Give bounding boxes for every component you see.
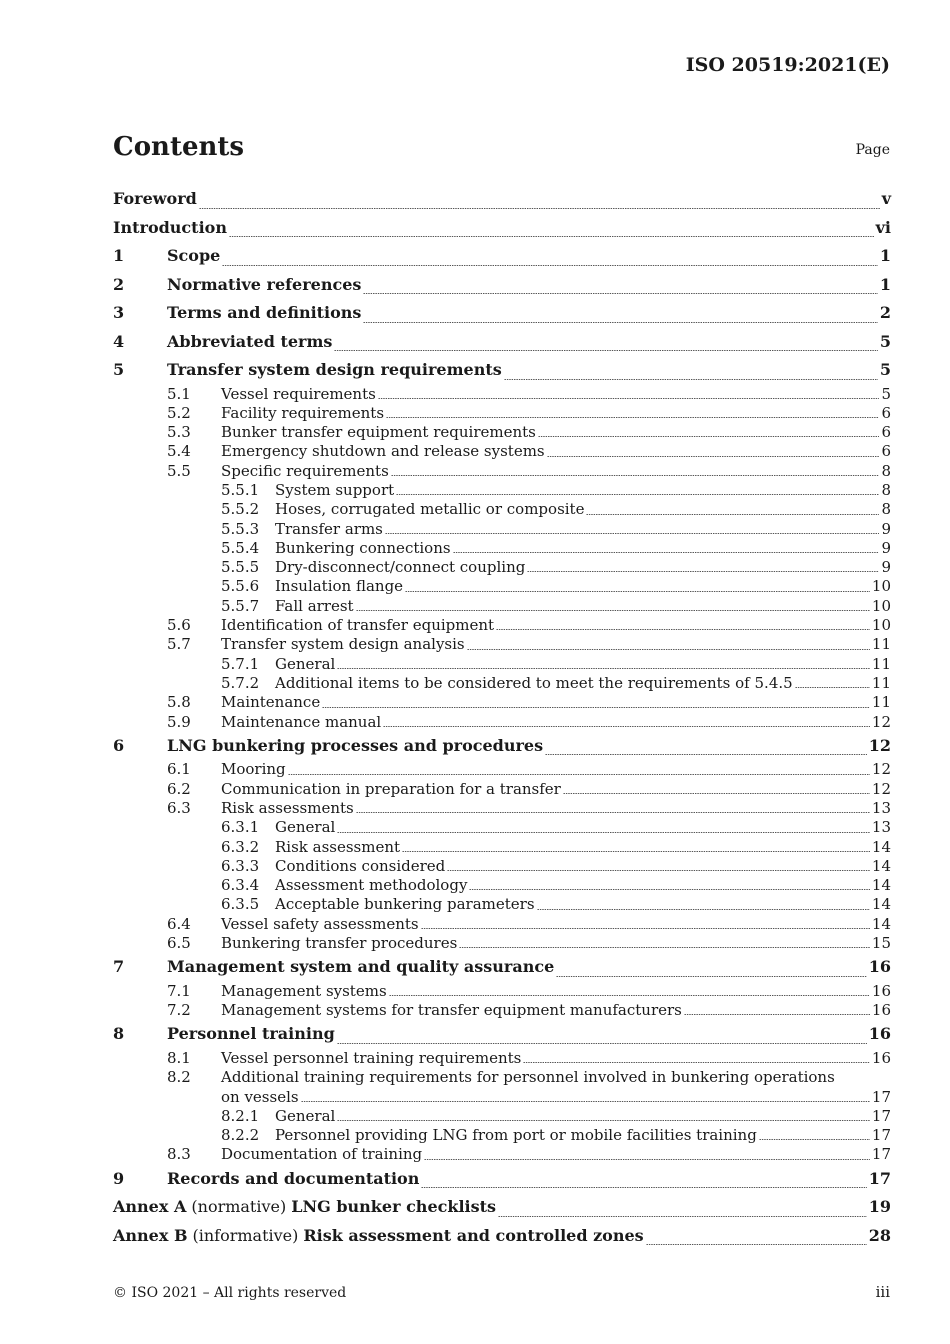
copyright-notice: © ISO 2021 – All rights reserved — [113, 1285, 347, 1301]
toc-entry-title: Records and documentation — [167, 1168, 420, 1188]
toc-entry-title: General — [275, 654, 336, 673]
toc-entry-title: Documentation of training — [221, 1145, 423, 1164]
toc-entry-title: Vessel requirements — [221, 384, 376, 403]
annex-label: Annex B — [113, 1225, 188, 1245]
toc-entry-section-9[interactable] — [113, 1165, 891, 1194]
toc-entry-number: 5 — [113, 360, 125, 379]
toc-page-number: 28 — [868, 1225, 891, 1245]
toc-entry-introduction[interactable] — [113, 214, 891, 243]
annex-kind: (normative) — [191, 1197, 287, 1217]
toc-entry-title: Management system and quality assurance — [167, 957, 555, 977]
toc-page-number: 11 — [871, 654, 891, 673]
toc-entry-number: 6.3 — [167, 798, 191, 817]
toc-entry-5-1[interactable] — [113, 385, 891, 404]
dot-leader — [459, 947, 870, 948]
dot-leader — [199, 208, 880, 209]
toc-entry-title: Personnel training — [167, 1024, 335, 1044]
toc-page-number: v — [881, 189, 891, 208]
toc-entry-number: 1 — [113, 246, 125, 265]
toc-entry-6-3-4[interactable] — [113, 876, 891, 895]
toc-entry-5-5-6[interactable] — [113, 577, 891, 596]
toc-entry-5-2[interactable] — [113, 404, 891, 423]
toc-entry-title: System support — [275, 480, 395, 499]
toc-entry-number: 6.2 — [167, 779, 191, 798]
toc-entry-number: 5.6 — [167, 616, 191, 635]
toc-entry-title: LNG bunkering processes and procedures — [167, 735, 544, 755]
dot-leader — [322, 707, 870, 708]
toc-page-number: 9 — [881, 558, 891, 577]
toc-entry-number: 5.5.7 — [221, 596, 260, 615]
toc-page-number: 5 — [879, 360, 891, 379]
toc-entry-number: 7.2 — [167, 1001, 191, 1020]
toc-page-number: 11 — [871, 673, 891, 692]
toc-entry-title: Emergency shutdown and release systems — [221, 442, 545, 461]
toc-entry-5-5-3[interactable] — [113, 520, 891, 539]
annex-label: Annex A — [113, 1197, 187, 1217]
toc-entry-title: Facility requirements — [221, 403, 385, 422]
toc-page-number: 19 — [868, 1197, 891, 1217]
toc-page-number: 1 — [879, 246, 891, 265]
toc-entry-title: Foreword — [113, 189, 197, 208]
toc-entry-6-3[interactable] — [113, 799, 891, 818]
toc-entry-5-3[interactable] — [113, 423, 891, 442]
toc-entry-number: 5.5.5 — [221, 558, 260, 577]
toc-entry-title: Personnel providing LNG from port or mobile facilities training — [275, 1126, 757, 1145]
toc-page-number: 6 — [881, 423, 891, 442]
toc-page-number: 16 — [871, 1048, 891, 1067]
toc-page-number: 17 — [868, 1168, 891, 1188]
toc-page-number: 12 — [868, 735, 891, 755]
dot-leader — [538, 436, 880, 437]
toc-entry-number: 5.5.3 — [221, 519, 260, 538]
toc-entry-title: Vessel safety assessments — [221, 914, 419, 933]
toc-page-number: 12 — [871, 760, 891, 779]
dot-leader — [402, 851, 870, 852]
toc-page-number: 6 — [881, 403, 891, 422]
dot-leader — [527, 571, 879, 572]
dot-leader — [337, 1120, 870, 1121]
toc-entry-number: 5.5.1 — [221, 480, 260, 499]
dot-leader — [385, 533, 880, 534]
toc-entry-title: Acceptable bunkering parameters — [275, 895, 535, 914]
toc-page-number: 1 — [879, 274, 891, 294]
dot-leader — [421, 928, 870, 929]
dot-leader — [396, 494, 879, 495]
page-column-label: Page — [855, 142, 890, 158]
toc-entry-section-5[interactable] — [113, 356, 891, 385]
toc-entry-title: Bunkering transfer procedures — [221, 934, 458, 953]
toc-entry-title: Introduction — [113, 217, 227, 237]
toc-entry-section-1[interactable] — [113, 242, 891, 271]
toc-entry-number: 4 — [113, 331, 125, 351]
dot-leader — [391, 475, 880, 476]
dot-leader — [684, 1014, 870, 1015]
toc-entry-title: Management systems for transfer equipment manufacturers — [221, 1001, 682, 1020]
toc-entry-number: 8.2 — [167, 1068, 191, 1087]
toc-entry-title: Dry-disconnect/connect coupling — [275, 558, 526, 577]
toc-entry-5-4[interactable] — [113, 442, 891, 461]
toc-entry-number: 7 — [113, 957, 125, 977]
toc-entry-title: Identification of transfer equipment — [221, 616, 495, 635]
dot-leader — [334, 350, 877, 351]
toc-entry-8-3[interactable] — [113, 1145, 891, 1164]
toc-page-number: 9 — [881, 538, 891, 557]
dot-leader — [288, 774, 870, 775]
annex-kind: (informative) — [192, 1225, 299, 1245]
toc-page-number: 17 — [871, 1106, 891, 1125]
dot-leader — [301, 1101, 870, 1102]
toc-entry-title: Scope — [167, 246, 221, 265]
toc-entry-number: 2 — [113, 274, 125, 294]
toc-entry-title: LNG bunker checklists — [291, 1197, 497, 1217]
toc-entry-title: Risk assessments — [221, 798, 354, 817]
toc-entry-title: Terms and definitions — [167, 303, 362, 322]
toc-entry-title: Abbreviated terms — [167, 331, 333, 351]
toc-entry-5-7-2[interactable] — [113, 674, 891, 693]
toc-entry-title: Transfer arms — [275, 519, 383, 538]
toc-entry-5-5-7[interactable] — [113, 597, 891, 616]
toc-entry-title: Maintenance manual — [221, 712, 382, 731]
dot-leader — [229, 236, 874, 237]
toc-page-number: 10 — [871, 577, 891, 596]
toc-page-number: vi — [875, 217, 891, 237]
toc-entry-title: Additional training requirements for personnel involved in bunkering operations — [221, 1068, 835, 1087]
toc-entry-8-2-2[interactable] — [113, 1126, 891, 1145]
toc-entry-title: Additional items to be considered to meet the requirements of 5.4.5 — [275, 673, 793, 692]
dot-leader — [467, 649, 870, 650]
toc-entry-number: 5.8 — [167, 693, 191, 712]
toc-entry-title: Bunker transfer equipment requirements — [221, 423, 536, 442]
toc-entry-5-5-5[interactable] — [113, 558, 891, 577]
toc-entry-number: 7.1 — [167, 981, 191, 1000]
toc-entry-section-3[interactable] — [113, 299, 891, 328]
dot-leader — [496, 629, 870, 630]
toc-entry-title: Management systems — [221, 981, 387, 1000]
toc-entry-section-6[interactable] — [113, 732, 891, 761]
toc-page-number: 17 — [871, 1145, 891, 1164]
toc-entry-title: Mooring — [221, 760, 286, 779]
dot-leader — [547, 456, 880, 457]
toc-page-number: 2 — [879, 303, 891, 322]
toc-entry-number: 5.7 — [167, 635, 191, 654]
toc-entry-8-2[interactable] — [113, 1068, 891, 1087]
toc-entry-title: General — [275, 818, 336, 837]
toc-entry-title: Transfer system design analysis — [221, 635, 465, 654]
dot-leader — [556, 976, 866, 977]
toc-entry-section-7[interactable] — [113, 953, 891, 982]
toc-entry-title: Hoses, corrugated metallic or composite — [275, 500, 585, 519]
dot-leader — [337, 668, 870, 669]
toc-entry-5-7-1[interactable] — [113, 655, 891, 674]
dot-leader — [363, 322, 877, 323]
toc-page-number: 12 — [871, 712, 891, 731]
toc-entry-title: Normative references — [167, 274, 362, 294]
toc-entry-5-6[interactable] — [113, 616, 891, 635]
dot-leader — [537, 909, 870, 910]
toc-page-number: 11 — [871, 693, 891, 712]
toc-entry-5-8[interactable] — [113, 693, 891, 712]
toc-entry-5-5-4[interactable] — [113, 539, 891, 558]
toc-page-number: 14 — [871, 914, 891, 933]
toc-page-number: 14 — [871, 856, 891, 875]
toc-entry-title: Specific requirements — [221, 461, 389, 480]
toc-entry-number: 6.4 — [167, 914, 191, 933]
toc-entry-7-1[interactable] — [113, 982, 891, 1001]
toc-entry-number: 6.1 — [167, 760, 191, 779]
toc-entry-number: 5.2 — [167, 403, 191, 422]
toc-page-number: 17 — [871, 1087, 891, 1106]
toc-entry-title: Transfer system design requirements — [167, 360, 502, 379]
toc-entry-title: Bunkering connections — [275, 538, 451, 557]
toc-page-number: 6 — [881, 442, 891, 461]
toc-entry-title: Assessment methodology — [275, 876, 468, 895]
toc-entry-8-1[interactable] — [113, 1049, 891, 1068]
toc-entry-6-3-3[interactable] — [113, 857, 891, 876]
toc-entry-number: 8.2.1 — [221, 1106, 260, 1125]
dot-leader — [523, 1062, 870, 1063]
toc-entry-number: 3 — [113, 303, 125, 322]
toc-entry-number: 6.3.5 — [221, 895, 260, 914]
page-title: Contents — [113, 132, 245, 162]
toc-entry-title: Communication in preparation for a transfer — [221, 779, 561, 798]
toc-entry-section-2[interactable] — [113, 271, 891, 300]
toc-entry-foreword[interactable] — [113, 185, 891, 214]
dot-leader — [545, 754, 867, 755]
dot-leader — [421, 1187, 866, 1188]
toc-entry-number: 8.3 — [167, 1145, 191, 1164]
dot-leader — [389, 995, 870, 996]
toc-entry-7-2[interactable] — [113, 1001, 891, 1020]
dot-leader — [386, 417, 879, 418]
toc-entry-number: 6.3.4 — [221, 876, 260, 895]
toc-entry-number: 8.1 — [167, 1048, 191, 1067]
dot-leader — [646, 1244, 867, 1245]
toc-entry-number: 6.5 — [167, 934, 191, 953]
toc-entry-number: 6.3.3 — [221, 856, 260, 875]
dot-leader — [337, 1043, 867, 1044]
toc-entry-number: 5.7.1 — [221, 654, 260, 673]
dot-leader — [356, 812, 870, 813]
toc-page-number: 8 — [881, 480, 891, 499]
toc-page-number: 10 — [871, 596, 891, 615]
toc-entry-5-5[interactable] — [113, 462, 891, 481]
toc-entry-annex-b[interactable] — [113, 1222, 891, 1251]
toc-entry-6-3-1[interactable] — [113, 818, 891, 837]
toc-page-number: 5 — [879, 331, 891, 351]
toc-page-number: 9 — [881, 519, 891, 538]
toc-entry-title: Risk assessment — [275, 837, 401, 856]
toc-page-number: 14 — [871, 895, 891, 914]
dot-leader — [759, 1139, 870, 1140]
dot-leader — [363, 293, 877, 294]
dot-leader — [498, 1216, 867, 1217]
toc-page-number: 17 — [871, 1126, 891, 1145]
toc-entry-title-continued: on vessels — [221, 1087, 299, 1106]
toc-page-number: 14 — [871, 837, 891, 856]
toc-entry-number: 5.3 — [167, 423, 191, 442]
toc-page-number: 15 — [871, 934, 891, 953]
toc-entry-annex-a[interactable] — [113, 1193, 891, 1222]
toc-entry-number: 5.1 — [167, 384, 191, 403]
toc-entry-number: 6 — [113, 735, 125, 755]
toc-page-number: 16 — [871, 981, 891, 1000]
toc-page-number: 13 — [871, 798, 891, 817]
dot-leader — [337, 832, 870, 833]
toc-entry-title: Vessel personnel training requirements — [221, 1048, 522, 1067]
toc-entry-number: 5.7.2 — [221, 673, 260, 692]
toc-entry-number: 5.4 — [167, 442, 191, 461]
dot-leader — [563, 793, 870, 794]
toc-page-number: 14 — [871, 876, 891, 895]
toc-entry-5-7[interactable] — [113, 635, 891, 654]
toc-entry-8-2-1[interactable] — [113, 1107, 891, 1126]
dot-leader — [378, 398, 880, 399]
toc-entry-5-5-2[interactable] — [113, 500, 891, 519]
toc-page-number: 13 — [871, 818, 891, 837]
toc-entry-8-2-continued[interactable] — [113, 1088, 891, 1107]
toc-entry-6-5[interactable] — [113, 934, 891, 953]
toc-entry-number: 5.5 — [167, 461, 191, 480]
document-id: ISO 20519:2021(E) — [685, 54, 890, 76]
toc-page-number: 8 — [881, 500, 891, 519]
dot-leader — [795, 687, 870, 688]
toc-entry-6-3-2[interactable] — [113, 838, 891, 857]
toc-entry-title: Maintenance — [221, 693, 321, 712]
dot-leader — [356, 610, 870, 611]
table-of-contents — [113, 185, 891, 1250]
toc-entry-title: Fall arrest — [275, 596, 354, 615]
toc-entry-6-1[interactable] — [113, 760, 891, 779]
toc-entry-section-4[interactable] — [113, 328, 891, 357]
toc-page-number: 16 — [868, 957, 891, 977]
toc-entry-number: 8 — [113, 1024, 125, 1044]
dot-leader — [586, 514, 879, 515]
toc-page-number: 8 — [881, 461, 891, 480]
toc-entry-number: 5.9 — [167, 712, 191, 731]
page-number: iii — [875, 1283, 890, 1301]
toc-entry-5-9[interactable] — [113, 713, 891, 732]
toc-entry-6-4[interactable] — [113, 915, 891, 934]
toc-entry-number: 9 — [113, 1168, 125, 1188]
toc-entry-6-2[interactable] — [113, 780, 891, 799]
toc-page-number: 16 — [868, 1024, 891, 1044]
toc-entry-title: Insulation flange — [275, 577, 404, 596]
dot-leader — [504, 379, 878, 380]
toc-entry-number: 6.3.1 — [221, 818, 260, 837]
toc-page-number: 12 — [871, 779, 891, 798]
toc-entry-title: Conditions considered — [275, 856, 446, 875]
toc-entry-number: 5.5.6 — [221, 577, 260, 596]
toc-entry-6-3-5[interactable] — [113, 895, 891, 914]
dot-leader — [424, 1159, 870, 1160]
toc-entry-number: 6.3.2 — [221, 837, 260, 856]
toc-page-number: 11 — [871, 635, 891, 654]
dot-leader — [222, 265, 878, 266]
toc-entry-number: 5.5.4 — [221, 538, 260, 557]
toc-entry-section-8[interactable] — [113, 1020, 891, 1049]
toc-page-number: 16 — [871, 1001, 891, 1020]
dot-leader — [383, 726, 870, 727]
dot-leader — [453, 552, 880, 553]
dot-leader — [405, 591, 870, 592]
toc-entry-number: 5.5.2 — [221, 500, 260, 519]
toc-entry-number: 8.2.2 — [221, 1126, 260, 1145]
toc-entry-title: Risk assessment and controlled zones — [303, 1225, 644, 1245]
toc-entry-title: General — [275, 1106, 336, 1125]
toc-page-number: 5 — [881, 384, 891, 403]
dot-leader — [447, 870, 870, 871]
toc-page-number: 10 — [871, 616, 891, 635]
toc-entry-5-5-1[interactable] — [113, 481, 891, 500]
dot-leader — [469, 889, 869, 890]
